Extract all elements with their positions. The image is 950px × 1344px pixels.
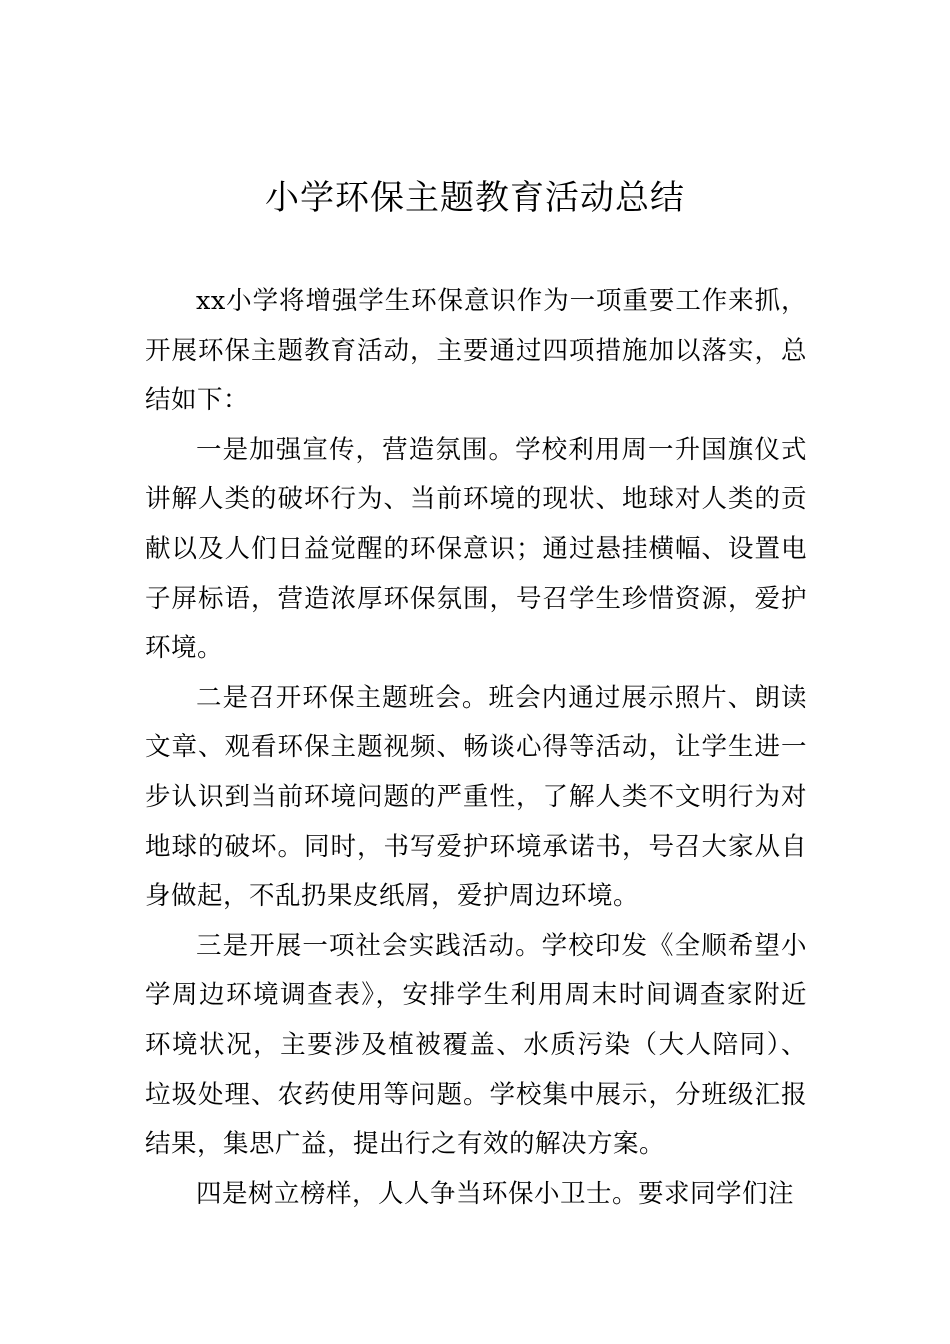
paragraph-measure-1: 一是加强宣传，营造氛围。学校利用周一升国旗仪式讲解人类的破坏行为、当前环境的现状、地球对人类的贡献以及人们日益觉醒的环保意识；通过悬挂横幅、设置电子屏标语，营造浓厚环保氛围，号召学生珍惜资源，爱护环境。 [145,434,807,664]
paragraph-measure-2: 二是召开环保主题班会。班会内通过展示照片、朗读文章、观看环保主题视频、畅谈心得等活动，让学生进一步认识到当前环境问题的严重性，了解人类不文明行为对地球的破坏。同时，书写爱护环境承诺书，号召大家从自身做起，不乱扔果皮纸屑，爱护周边环境。 [145,682,807,912]
paragraph-measure-4: 四是树立榜样，人人争当环保小卫士。要求同学们注 [196,1178,795,1209]
document-title: 小学环保主题教育活动总结 [265,178,685,218]
paragraph-measure-3: 三是开展一项社会实践活动。学校印发《全顺希望小学周边环境调查表》，安排学生利用周末时间调查家附近环境状况，主要涉及植被覆盖、水质污染（大人陪同）、垃圾处理、农药使用等问题。学校集中展示，分班级汇报结果，集思广益，提出行之有效的解决方案。 [145,930,807,1160]
document-body [145,277,807,1219]
paragraph-intro: xx小学将增强学生环保意识作为一项重要工作来抓，开展环保主题教育活动，主要通过四项措施加以落实，总结如下： [145,286,807,416]
